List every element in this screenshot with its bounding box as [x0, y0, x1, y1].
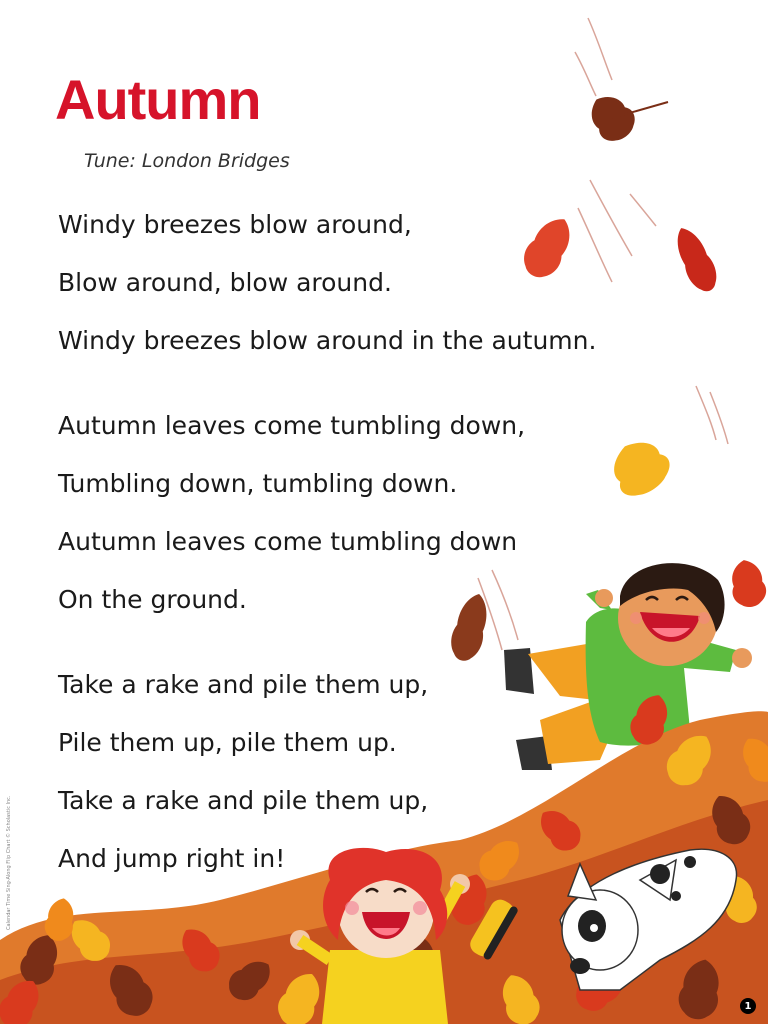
page-title: Autumn: [55, 68, 261, 131]
verse-3-line-2: Pile them up, pile them up.: [58, 728, 397, 757]
leaf-icon: [581, 87, 642, 149]
leaf-icon: [668, 222, 723, 296]
verse-2-line-1: Autumn leaves come tumbling down,: [58, 411, 526, 440]
verse-1-line-3: Windy breezes blow around in the autumn.: [58, 326, 597, 355]
falling-leaves: [446, 87, 768, 665]
verse-3-line-4: And jump right in!: [58, 844, 286, 873]
verse-1-line-2: Blow around, blow around.: [58, 268, 392, 297]
copyright-credit: Calendar Time Sing-Along Flip Chart © Scholastic Inc.: [6, 795, 12, 930]
leaf-icon: [602, 430, 678, 505]
verse-3-line-1: Take a rake and pile them up,: [58, 670, 429, 699]
verse-2-line-2: Tumbling down, tumbling down.: [58, 469, 458, 498]
verse-2-line-4: On the ground.: [58, 585, 247, 614]
leaf-icon: [516, 210, 580, 284]
page-number: 1: [740, 998, 756, 1014]
verse-2-line-3: Autumn leaves come tumbling down: [58, 527, 518, 556]
leaf-icon: [727, 557, 768, 609]
verse-1-line-1: Windy breezes blow around,: [58, 210, 412, 239]
verse-3-line-3: Take a rake and pile them up,: [58, 786, 429, 815]
tune-subtitle: Tune: London Bridges: [84, 150, 290, 172]
